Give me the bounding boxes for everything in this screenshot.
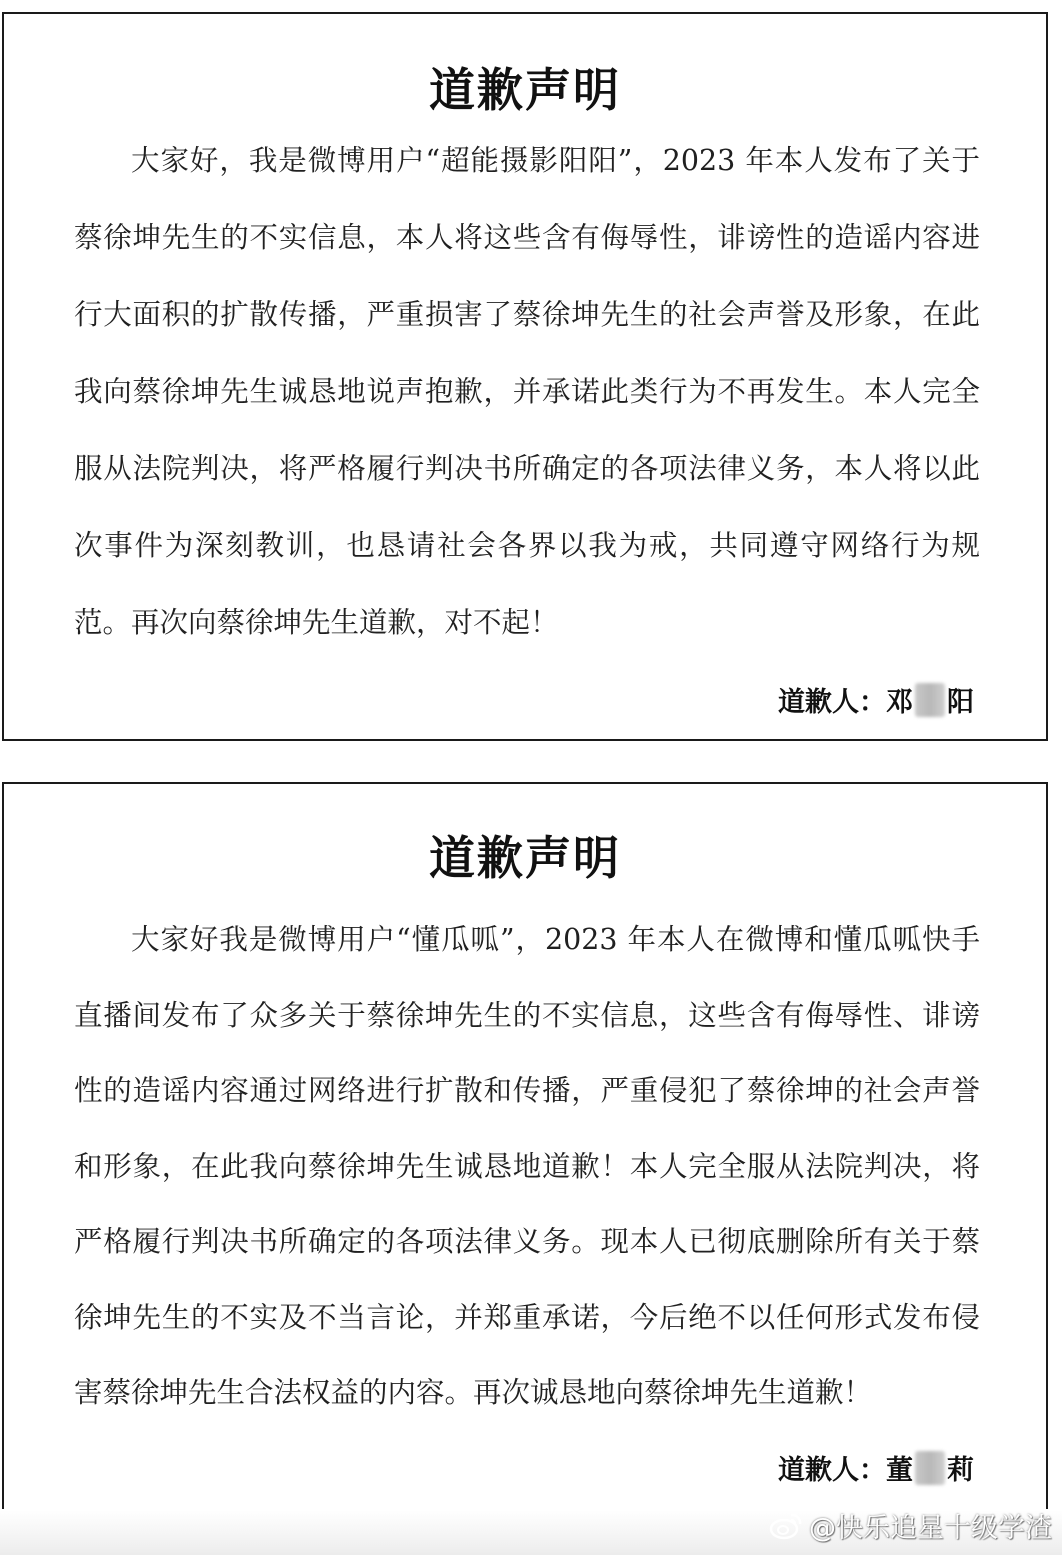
- statement-title: 道歉声明: [429, 63, 621, 117]
- apology-statement-1: [2, 12, 1048, 741]
- statement-body: 大家好，我是微博用户“超能摄影阳阳”，2023 年本人发布了关于蔡徐坤先生的不实信息，本人将这些含有侮辱性，诽谤性的造谣内容进行大面积的扩散传播，严重损害了蔡徐坤先生的社会声誉及形象，在此我向蔡徐坤先生诚恳地说声抱歉，并承诺此类行为不再发生。本人完全服从法院判决，将严格履行判决书所确定的各项法律义务，本人将以此次事件为深刻教训，也恳请社会各界以我为戒，共同遵守网络行为规范。再次向蔡徐坤先生道歉，对不起！: [74, 144, 980, 639]
- redacted-name-blur: [915, 1451, 945, 1485]
- redacted-name-blur: [915, 683, 945, 717]
- signature-line: [778, 1448, 974, 1487]
- signature-name-last: 阳: [947, 687, 974, 718]
- statement-title: 道歉声明: [429, 831, 621, 885]
- weibo-watermark: [769, 1506, 1052, 1545]
- apology-statement-2: [2, 782, 1048, 1509]
- weibo-icon: [769, 1511, 803, 1541]
- signature-label: 道歉人：: [778, 687, 886, 718]
- page-gap: [0, 741, 1062, 782]
- signature-name-last: 莉: [947, 1455, 974, 1486]
- signature-line: [778, 680, 974, 719]
- watermark-text: @快乐追星十级学渣: [809, 1513, 1052, 1544]
- statement-body: 大家好我是微博用户“懂瓜呱”，2023 年本人在微博和懂瓜呱快手直播间发布了众多关于蔡徐坤先生的不实信息，这些含有侮辱性、诽谤性的造谣内容通过网络进行扩散和传播，严重侵犯了蔡徐坤的社会声誉和形象，在此我向蔡徐坤先生诚恳地道歉！本人完全服从法院判决，将严格履行判决书所确定的各项法律义务。现本人已彻底删除所有关于蔡徐坤先生的不实及不当言论，并郑重承诺，今后绝不以任何形式发布侵害蔡徐坤先生合法权益的内容。再次诚恳地向蔡徐坤先生道歉！: [74, 923, 980, 1409]
- signature-label: 道歉人：: [778, 1455, 886, 1486]
- signature-name-first: 邓: [886, 687, 913, 718]
- signature-name-first: 董: [886, 1455, 913, 1486]
